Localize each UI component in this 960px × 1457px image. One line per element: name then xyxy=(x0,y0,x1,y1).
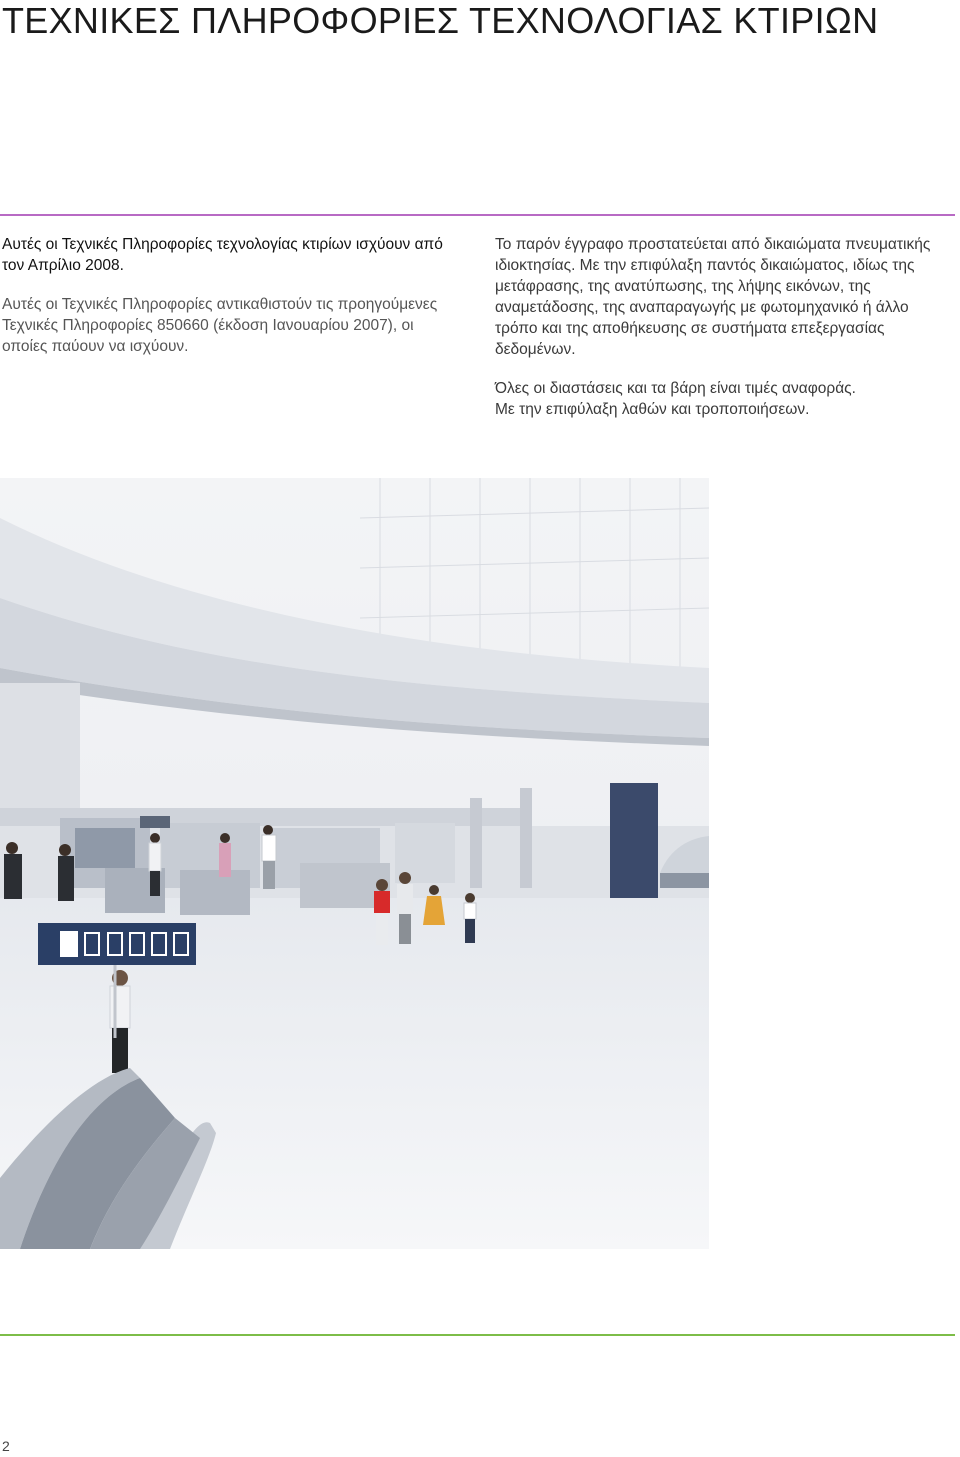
dimensions-note: Όλες οι διαστάσεις και τα βάρη είναι τιμές αναφοράς. xyxy=(495,380,856,397)
left-column xyxy=(2,234,462,375)
airport-terminal-photo xyxy=(0,478,709,1249)
validity-paragraph: Αυτές οι Τεχνικές Πληροφορίες τεχνολογίας κτιρίων ισχύουν από τον Απρίλιο 2008. xyxy=(2,236,443,274)
page-title: ΤΕΧΝΙΚΕΣ ΠΛΗΡΟΦΟΡΙΕΣ ΤΕΧΝΟΛΟΓΙΑΣ ΚΤΙΡΙΩΝ xyxy=(2,0,879,41)
pillar xyxy=(520,788,532,888)
top-divider xyxy=(0,214,955,216)
pillar xyxy=(470,798,482,888)
notes-block xyxy=(495,378,955,420)
pillar-sign xyxy=(610,783,658,898)
bottom-divider xyxy=(0,1334,955,1336)
left-wall xyxy=(0,683,80,808)
terminal-illustration xyxy=(0,478,709,1249)
errors-note: Με την επιφύλαξη λαθών και τροποποιήσεων. xyxy=(495,401,810,418)
page-number: 2 xyxy=(2,1438,10,1454)
supersedes-paragraph: Αυτές οι Τεχνικές Πληροφορίες αντικαθιστούν τις προηγούμενες Τεχνικές Πληροφορίες 850660 (έκδοση Ιανουαρίου 2007), οι οποίες παύουν να ισχύουν. xyxy=(2,296,438,355)
right-column xyxy=(495,234,955,420)
copyright-paragraph: Το παρόν έγγραφο προστατεύεται από δικαιώματα πνευματικής ιδιοκτησίας. Με την επιφύλαξη παντός δικαιώματος, ιδίως της μετάφρασης, της ανατύπωσης, της λήψης εικόνων, της αναμετάδοσης, της αναπαραγωγής με φωτομηχανικό ή άλλο τρόπο και της αποθήκευσης σε συστήματα επεξεργασίας δεδομένων. xyxy=(495,236,931,358)
